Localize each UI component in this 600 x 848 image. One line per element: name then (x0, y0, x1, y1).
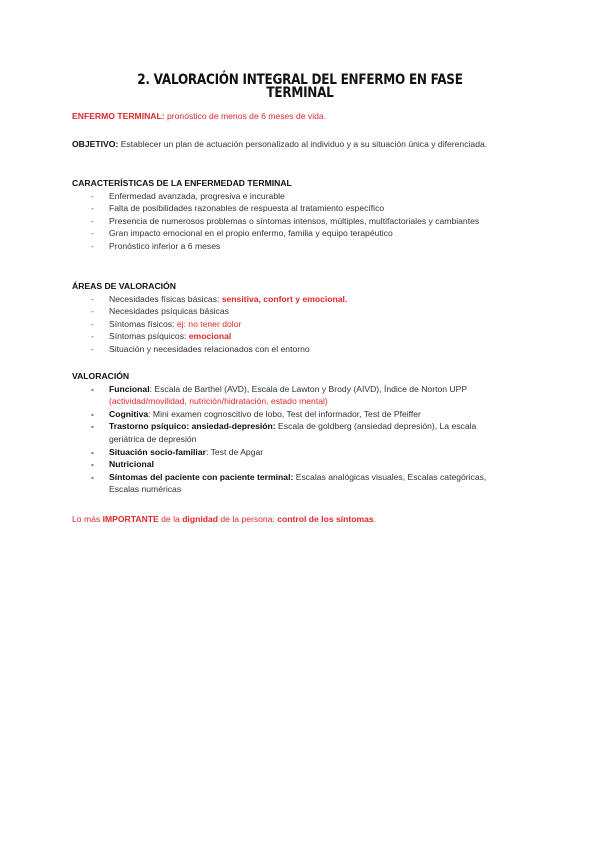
item-label: Cognitiva (109, 408, 149, 419)
item-text: Síntomas físicos: (109, 318, 177, 329)
caracteristicas-list (72, 190, 500, 253)
valoracion-section (72, 370, 500, 496)
list-item: - Falta de posibilidades razonables de respuesta al tratamiento específico (72, 202, 500, 215)
item-text: Síntomas psíquicos: (109, 331, 189, 342)
item-text: Escalas analógicas visuales, Escalas categóricas, Escalas numéricas (109, 471, 487, 495)
areas-section (72, 280, 500, 356)
objetivo-text: Establecer un plan de actuación personalizado al individuo y a su situación única y diferenciada. (118, 139, 488, 149)
areas-heading: ÁREAS DE VALORACIÓN (72, 281, 176, 291)
valoracion-heading: VALORACIÓN (72, 371, 130, 381)
item-highlight: ej: no tener dolor (176, 318, 242, 329)
conclusion-emphasis: IMPORTANTE (102, 514, 159, 524)
areas-list (72, 293, 500, 356)
list-item: - Necesidades psíquicas básicas (72, 305, 500, 318)
item-text: : Mini examen cognoscitivo de lobo, Test del informador, Test de Pfeiffer (148, 408, 421, 419)
list-item: - Enfermedad avanzada, progresiva e incurable (72, 190, 500, 203)
caracteristicas-section (72, 177, 500, 253)
conclusion-text: de la (158, 514, 183, 524)
item-text: Necesidades físicas básicas: (109, 293, 222, 304)
list-item (72, 471, 500, 496)
list-item: - Presencia de numerosos problemas o síntomas intensos, múltiples, multifactoriales y cambiantes (72, 215, 500, 228)
enfermo-terminal-definition (72, 110, 500, 123)
enfermo-terminal-label: ENFERMO TERMINAL: (72, 111, 165, 121)
item-text: : Test de Apgar (205, 446, 264, 457)
list-item (72, 293, 500, 306)
list-item: - Gran impacto emocional en el propio enfermo, familia y equipo terapéutico (72, 227, 500, 240)
conclusion-text: de la persona: (218, 514, 278, 524)
item-label: Nutricional (109, 459, 154, 470)
list-item (72, 420, 500, 445)
enfermo-terminal-text: pronóstico de menos de 6 meses de vida. (164, 111, 327, 121)
item-label: Trastorno psíquico: ansiedad-depresión: (109, 421, 276, 432)
conclusion-text: Lo más (72, 514, 103, 524)
list-item (72, 458, 500, 471)
item-highlight: emocional (188, 331, 232, 342)
item-label: Situación socio-familiar (109, 446, 206, 457)
list-item (72, 330, 500, 343)
caracteristicas-heading: CARACTERÍSTICAS DE LA ENFERMEDAD TERMINAL (72, 178, 292, 188)
item-text: Escala de goldberg (ansiedad depresión), La escala geriátrica de depresión (109, 421, 477, 444)
conclusion-text: . (373, 514, 377, 524)
item-highlight: (actividad/movilidad, nutrición/hidratación, estado mental) (109, 396, 328, 407)
page-title: 2. VALORACIÓN INTEGRAL DEL ENFERMO EN FASE TERMINAL (137, 72, 463, 101)
conclusion-paragraph (72, 513, 500, 526)
valoracion-list (72, 383, 500, 496)
list-item: - Pronóstico inferior a 6 meses (72, 240, 500, 253)
list-item (72, 446, 500, 459)
conclusion-emphasis: dignidad (182, 514, 218, 524)
objetivo-label: OBJETIVO: (72, 139, 119, 149)
conclusion-emphasis: control de los síntomas (277, 514, 374, 524)
list-item (72, 318, 500, 331)
list-item: - Situación y necesidades relacionados con el entorno (72, 343, 500, 356)
list-item (72, 408, 500, 421)
item-text: : Escala de Barthel (AVD), Escala de Lawton y Brody (AIVD), Índice de Norton UPP (149, 383, 467, 394)
objetivo-paragraph (72, 138, 500, 151)
item-label: Funcional (109, 383, 150, 394)
list-item (72, 383, 500, 408)
item-highlight: sensitiva, confort y emocional. (221, 293, 348, 304)
item-label: Síntomas del paciente con paciente terminal: (109, 471, 294, 482)
